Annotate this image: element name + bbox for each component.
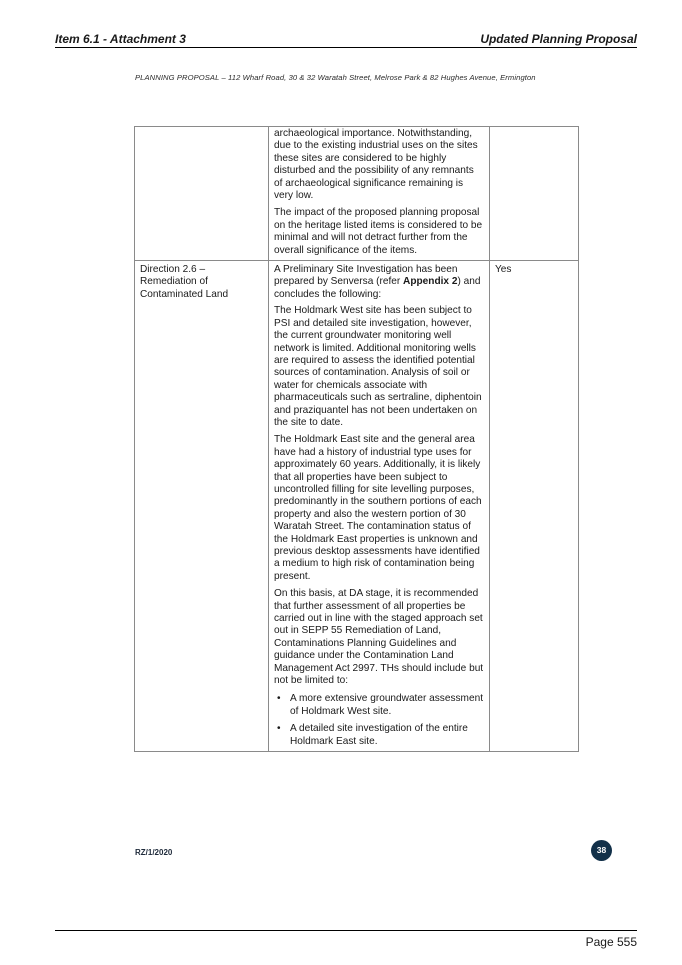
planning-proposal-subtitle: PLANNING PROPOSAL – 112 Wharf Road, 30 & 32 Waratah Street, Melrose Park & 82 Hughes Avenue, Ermington — [135, 73, 536, 82]
bullet-icon: • — [277, 723, 281, 735]
list-item — [274, 693, 484, 718]
comment-paragraph — [274, 264, 484, 301]
bullet-icon: • — [277, 693, 281, 705]
consistency-table — [134, 126, 579, 752]
list-item-text: A more extensive groundwater assessment of Holdmark West site. — [290, 693, 483, 717]
table-cell-consistent — [490, 261, 579, 752]
list-item-text: A detailed site investigation of the entire Holdmark East site. — [290, 723, 468, 747]
table-cell-direction — [135, 261, 269, 752]
footer-divider — [55, 930, 637, 931]
reference-number: RZ/1/2020 — [135, 848, 173, 857]
comment-paragraph: The Holdmark East site and the general area have had a history of industrial type uses for approximately 60 years. Additionally, it is likely that all properties have been subject to uncontrolled filling for site levelling purposes, predominantly in the southern portions of each property and also the western portion of 30 Waratah Street. The contamination status of the Holdmark East properties is unknown and previous desktop assessments have identified a medium to high risk of contamination being present. — [274, 434, 482, 582]
table-cell-direction — [135, 127, 269, 261]
comment-paragraph: archaeological importance. Notwithstanding, due to the existing industrial uses on the sites these sites are considered to be highly disturbed and the possibility of any remnants of archaeological significance remaining is very low. — [274, 128, 478, 202]
consistent-value: Yes — [495, 264, 512, 276]
recommendation-list — [274, 693, 484, 748]
header-document-title: Updated Planning Proposal — [480, 32, 637, 46]
appendix-reference: Appendix 2 — [403, 276, 458, 288]
table-cell-comment — [269, 261, 490, 752]
comment-paragraph: The Holdmark West site has been subject to PSI and detailed site investigation, however, the current groundwater monitoring well network is limited. Additional monitoring wells are required to assess the identified potential sources of contamination. Analysis of soil or water for chemicals associate with pharmaceuticals such as sertraline, diphentoin and praziquantel has not been undertaken on the site to date. — [274, 305, 482, 428]
table-row — [135, 261, 579, 752]
comment-paragraph: The impact of the proposed planning proposal on the heritage listed items is considered to be minimal and will not detract further from the overall significance of the items. — [274, 207, 483, 256]
table-cell-consistent — [490, 127, 579, 261]
psi-intro-text: A Preliminary Site Investigation has been prepared by Senversa (refer — [274, 264, 458, 288]
list-item — [274, 723, 484, 748]
table-row — [135, 127, 579, 261]
header-item-label: Item 6.1 - Attachment 3 — [55, 32, 186, 46]
psi-intro-text-end: ) and concludes the following: — [274, 276, 481, 300]
direction-label: Direction 2.6 – Remediation of Contaminated Land — [140, 264, 229, 300]
page-number-badge: 38 — [591, 840, 612, 861]
page-number: Page 555 — [585, 935, 637, 949]
comment-paragraph: On this basis, at DA stage, it is recommended that further assessment of all properties be carried out in line with the staged approach set out in SEPP 55 Remediation of Land, Contaminations Planning Guidelines and guidance under the Contamination Land Management Act 2997. THs should include but not be limited to: — [274, 588, 484, 687]
page-header — [55, 31, 637, 48]
table-cell-comment — [269, 127, 490, 261]
